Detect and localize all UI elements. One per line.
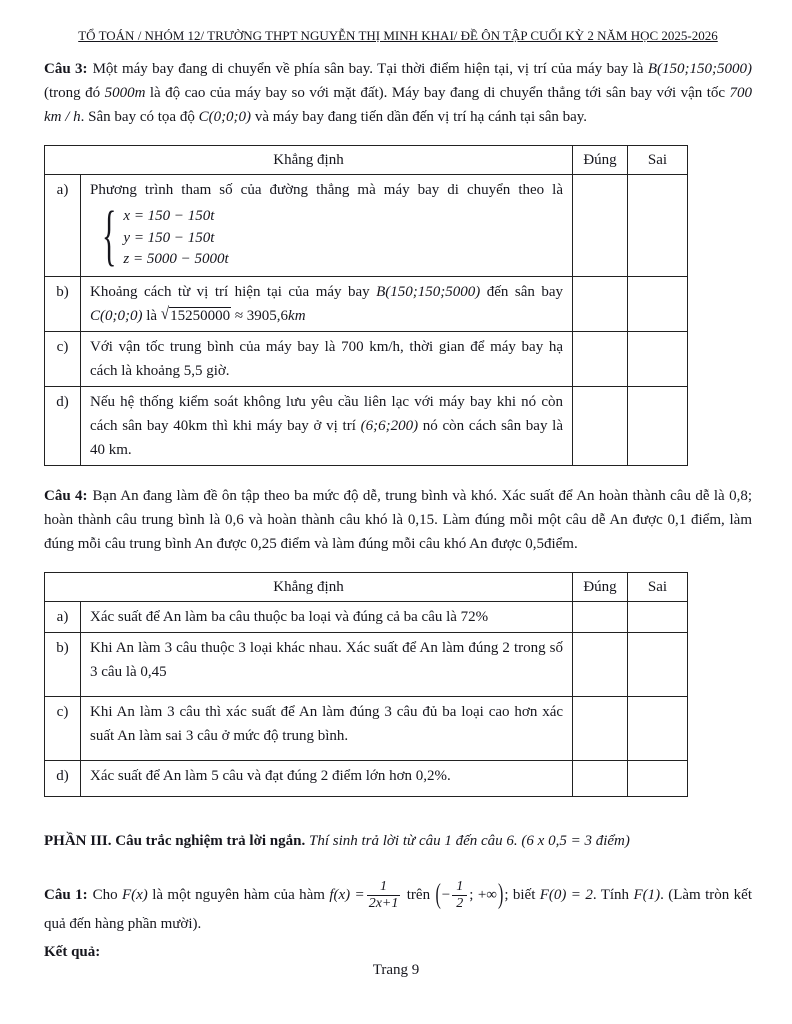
statement-header: Khẳng định <box>45 573 573 602</box>
row-label-cell: c) <box>45 697 81 761</box>
statement-cell <box>81 697 573 761</box>
row-label-cell: a) <box>45 174 81 276</box>
statement-text: Phương trình tham số của đường thẳng mà máy bay di chuyển theo là <box>90 181 564 198</box>
sai-cell <box>628 697 688 761</box>
cau3-text-1: Một máy bay đang di chuyển về phía sân bay. Tại thời điểm hiện tại, vị trí của máy bay là <box>92 60 648 77</box>
cau1-text-4: ; biết <box>504 887 540 904</box>
cau4-paragraph <box>44 484 752 556</box>
phan3-heading <box>44 829 752 853</box>
sai-cell <box>628 332 688 387</box>
point-C: C(0;0;0) <box>198 108 252 125</box>
cau4-text: Bạn An đang làm đề ôn tập theo ba mức độ dễ, trung bình và khó. Xác suất để An hoàn thành câu dễ là 0,8; hoàn thành câu trung bình là 0,6 và hoàn thành câu khó là 0,15. Làm đúng mỗi một câu dễ An được 0,1 điểm, làm đúng mỗi câu trung bình An được 0,25 điểm và làm đúng mỗi câu khó An được 0,5điểm. <box>44 488 752 553</box>
cau1-label: Câu 1: <box>44 887 88 904</box>
table-row-b <box>45 277 688 332</box>
row-label-cell: d) <box>45 761 81 797</box>
statement-text-1: Nếu hệ thống kiểm soát không lưu yêu cầu liên lạc với máy bay khi nó còn cách sân bay 40km thì khi máy bay ở vị trí <box>90 394 564 435</box>
dung-cell <box>573 174 628 276</box>
fraction-numerator: 1 <box>367 879 401 896</box>
target-F1: F(1) <box>633 887 661 904</box>
function-Fx: F(x) <box>121 887 148 904</box>
sai-cell <box>628 387 688 466</box>
minus-sign: − <box>441 887 451 904</box>
statement-text-3: là <box>142 308 161 325</box>
row-label-cell: c) <box>45 332 81 387</box>
dung-cell <box>573 332 628 387</box>
square-root <box>160 305 231 325</box>
dung-cell <box>573 602 628 633</box>
parametric-equation-system <box>102 199 563 274</box>
cau3-text-5: và máy bay đang tiến dần đến vị trí hạ cánh tại sân bay. <box>251 108 588 125</box>
point-B: B(150;150;5000) <box>647 60 752 77</box>
fraction-denominator: 2x+1 <box>368 896 399 912</box>
row-label-cell: b) <box>45 633 81 697</box>
dung-cell <box>573 697 628 761</box>
fraction-one-half <box>452 879 467 912</box>
statement-text-2: nó còn cách sân bay là 40 km. <box>90 418 564 459</box>
left-paren: ( <box>435 880 441 910</box>
table-row-c <box>45 697 688 761</box>
equation-z: z = 5000 − 5000t <box>123 251 229 268</box>
speed-value: 700 km / h <box>44 84 752 125</box>
radical-icon: √ <box>160 305 170 324</box>
dung-cell <box>573 277 628 332</box>
statement-cell <box>81 602 573 633</box>
cau1-text-6: . (Làm tròn kết quả đến hàng phần mười). <box>44 887 752 933</box>
false-header: Sai <box>628 145 688 174</box>
document-header <box>44 26 752 47</box>
fraction-numerator: 1 <box>452 879 467 896</box>
dung-cell <box>573 387 628 466</box>
statement-cell <box>81 387 573 466</box>
brace-icon: { <box>102 199 117 274</box>
statement-text-2: đến sân bay <box>480 284 564 301</box>
phan3-instructions: Thí sinh trả lời từ câu 1 đến câu 6. (6 x 0,5 = 3 điểm) <box>305 833 630 850</box>
page-number: Trang 9 <box>372 962 420 978</box>
statement-cell <box>81 332 573 387</box>
cau3-label: Câu 3: <box>44 60 88 77</box>
statement-text: Khi An làm 3 câu thì xác suất để An làm đúng 3 câu đủ ba loại cao hơn xác suất An làm sai 3 câu ở mức độ trung bình. <box>90 704 564 745</box>
interval-rest: ; +∞ <box>469 887 497 904</box>
point-B: B(150;150;5000) <box>376 284 481 301</box>
function-fx: f(x) = <box>329 887 365 904</box>
true-header: Đúng <box>573 573 628 602</box>
sai-cell <box>628 633 688 697</box>
false-header: Sai <box>628 573 688 602</box>
row-label-cell: d) <box>45 387 81 466</box>
statement-text: Với vận tốc trung bình của máy bay là 700 km/h, thời gian để máy bay hạ cách là khoảng 5,5 giờ. <box>90 339 564 380</box>
table-row-a <box>45 174 688 276</box>
dung-cell <box>573 761 628 797</box>
cau3-text-2: (trong đó <box>44 84 105 101</box>
statement-text-4: ≈ 3905,6 <box>231 308 289 325</box>
dung-cell <box>573 633 628 697</box>
table-row-c <box>45 332 688 387</box>
header-title: TỔ TOÁN / NHÓM 12/ TRƯỜNG THPT NGUYỄN THỊ MINH KHAI/ ĐỀ ÔN TẬP CUỐI KỲ 2 NĂM HỌC 2025-2026 <box>78 28 718 43</box>
radicand: 15250000 <box>170 308 231 325</box>
statement-cell <box>81 174 573 276</box>
equation-x: x = 150 − 150t <box>123 207 215 224</box>
true-header: Đúng <box>573 145 628 174</box>
statement-cell <box>81 633 573 697</box>
sai-cell <box>628 761 688 797</box>
statement-cell <box>81 761 573 797</box>
cau1-paragraph <box>44 879 752 936</box>
cau3-text-4: . Sân bay có tọa độ <box>80 108 199 125</box>
sai-cell <box>628 277 688 332</box>
row-label-cell: b) <box>45 277 81 332</box>
cau1-text-1: Cho <box>92 887 122 904</box>
cau3-text-3: là độ cao của máy bay so với mặt đất). Máy bay đang di chuyển thẳng tới sân bay với vận tốc <box>145 84 730 101</box>
statement-cell <box>81 277 573 332</box>
point-C: C(0;0;0) <box>90 308 143 325</box>
phan3-title: PHẦN III. Câu trắc nghiệm trả lời ngắn. <box>44 833 306 850</box>
equations <box>123 206 228 271</box>
table-row-b <box>45 633 688 697</box>
altitude-value: 5000m <box>104 84 146 101</box>
cau1-text-2: là một nguyên hàm của hàm <box>147 887 330 904</box>
fraction-1-over-2x-plus-1 <box>367 879 401 912</box>
sai-cell <box>628 602 688 633</box>
table-row-d <box>45 387 688 466</box>
statement-text-1: Khoảng cách từ vị trí hiện tại của máy bay <box>90 284 377 301</box>
table-header-row <box>45 573 688 602</box>
position-point: (6;6;200) <box>360 418 419 435</box>
condition-F0: F(0) = 2 <box>539 887 593 904</box>
cau3-table <box>44 145 688 466</box>
right-paren: ) <box>497 880 504 910</box>
cau3-paragraph <box>44 57 752 129</box>
row-label-cell: a) <box>45 602 81 633</box>
table-row-d <box>45 761 688 797</box>
result-label: Kết quả: <box>44 944 101 961</box>
statement-text: Xác suất để An làm 5 câu và đạt đúng 2 điểm lớn hơn 0,2%. <box>90 768 451 785</box>
fraction-denominator: 2 <box>456 896 464 912</box>
sai-cell <box>628 174 688 276</box>
statement-text: Khi An làm 3 câu thuộc 3 loại khác nhau. Xác suất để An làm đúng 2 trong số 3 câu là 0,45 <box>90 640 564 681</box>
unit-km: km <box>288 308 306 325</box>
equation-y: y = 150 − 150t <box>123 229 215 246</box>
table-header-row <box>45 145 688 174</box>
cau4-table <box>44 572 688 797</box>
statement-header: Khẳng định <box>45 145 573 174</box>
cau1-text-5: . Tính <box>592 887 634 904</box>
cau4-label: Câu 4: <box>44 488 88 505</box>
table-row-a <box>45 602 688 633</box>
cau1-text-3: trên <box>402 887 435 904</box>
statement-text: Xác suất để An làm ba câu thuộc ba loại và đúng cả ba câu là 72% <box>90 609 489 626</box>
